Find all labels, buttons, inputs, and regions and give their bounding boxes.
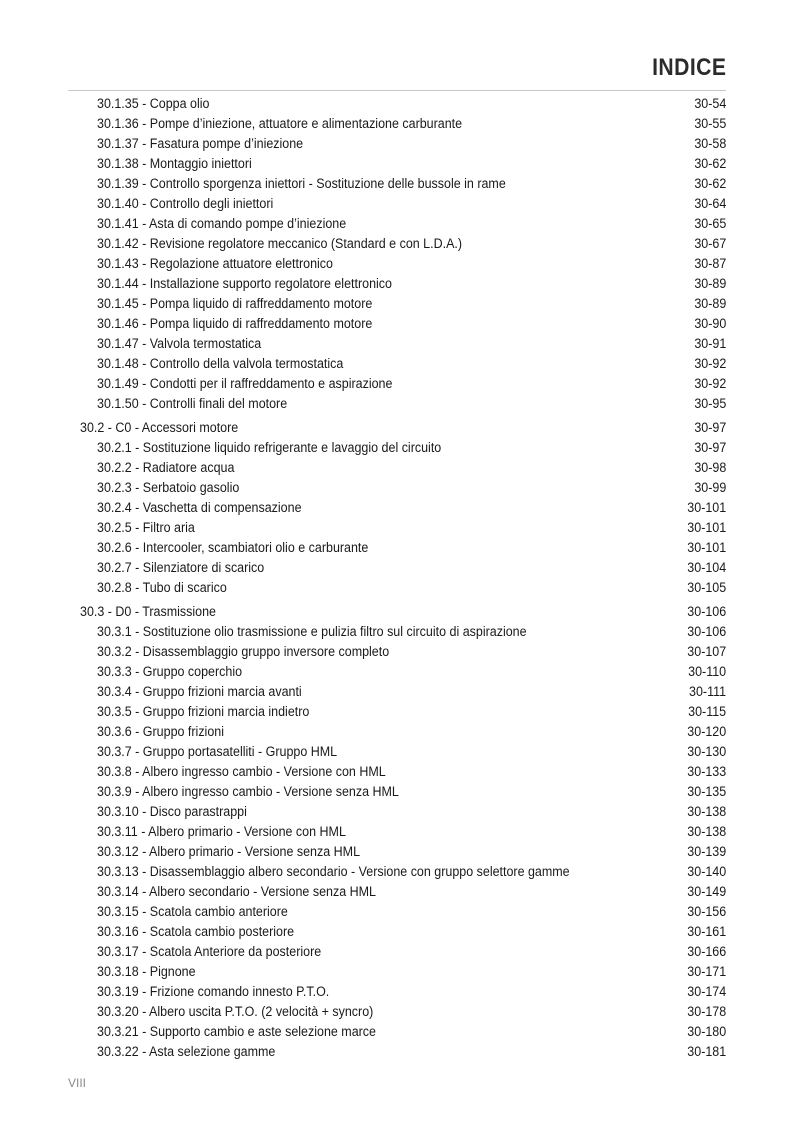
- toc-entry-title: 30.1.44 - Installazione supporto regolatore elettronico: [97, 276, 392, 292]
- toc-entry-title: 30.1.46 - Pompa liquido di raffreddamento motore: [97, 316, 373, 332]
- toc-entry-title: 30.2 - C0 - Accessori motore: [80, 420, 239, 436]
- toc-entry: [0, 214, 794, 234]
- toc-entry-title: 30.3.3 - Gruppo coperchio: [97, 664, 243, 680]
- toc-entry: [0, 1022, 794, 1042]
- toc-entry-title: 30.2.2 - Radiatore acqua: [97, 460, 235, 476]
- toc-entry: [0, 334, 794, 354]
- toc-entry: [0, 962, 794, 982]
- toc-entry-page: 30-92: [694, 376, 726, 392]
- toc-entry-title: 30.3.8 - Albero ingresso cambio - Versione con HML: [97, 764, 386, 780]
- toc-entry-page: 30-107: [687, 644, 726, 660]
- toc-entry-page: 30-55: [694, 116, 726, 132]
- toc-entry-page: 30-101: [687, 500, 726, 516]
- toc-entry-page: 30-92: [694, 356, 726, 372]
- toc-entry: [0, 982, 794, 1002]
- toc-entry: [0, 1002, 794, 1022]
- toc-entry-page: 30-106: [687, 624, 726, 640]
- toc-entry-page: 30-101: [687, 520, 726, 536]
- toc-entry: [0, 518, 794, 538]
- toc-entry-page: 30-140: [687, 864, 726, 880]
- toc-entry-page: 30-97: [694, 420, 726, 436]
- toc-entry: [0, 134, 794, 154]
- toc-entry-title: 30.1.39 - Controllo sporgenza iniettori - Sostituzione delle bussole in rame: [97, 176, 506, 192]
- toc-entry: [0, 882, 794, 902]
- toc-entry-page: 30-138: [687, 804, 726, 820]
- toc-entry: [0, 114, 794, 134]
- toc-entry-title: 30.3.10 - Disco parastrappi: [97, 804, 247, 820]
- toc-entry-title: 30.3.1 - Sostituzione olio trasmissione e pulizia filtro sul circuito di aspirazione: [97, 624, 527, 640]
- toc-entry: [0, 622, 794, 642]
- toc-entry: [0, 922, 794, 942]
- toc-entry: [0, 862, 794, 882]
- toc-entry-title: 30.1.40 - Controllo degli iniettori: [97, 196, 274, 212]
- toc-entry-page: 30-181: [687, 1044, 726, 1060]
- toc-entry: [0, 822, 794, 842]
- toc-entry: [0, 802, 794, 822]
- toc-entry: [0, 762, 794, 782]
- toc-entry-title: 30.2.5 - Filtro aria: [97, 520, 195, 536]
- toc-entry-page: 30-97: [694, 440, 726, 456]
- toc-entry-page: 30-89: [694, 296, 726, 312]
- toc-entry-page: 30-104: [687, 560, 726, 576]
- toc-entry-title: 30.3.18 - Pignone: [97, 964, 196, 980]
- toc-entry: [0, 702, 794, 722]
- toc-entry-title: 30.3.17 - Scatola Anteriore da posteriore: [97, 944, 322, 960]
- toc-entry: [0, 642, 794, 662]
- toc-entry-title: 30.1.47 - Valvola termostatica: [97, 336, 262, 352]
- toc-entry: [0, 234, 794, 254]
- toc-entry-page: 30-101: [687, 540, 726, 556]
- toc-entry-title: 30.3.13 - Disassemblaggio albero secondario - Versione con gruppo selettore gamme: [97, 864, 570, 880]
- toc-entry-title: 30.3 - D0 - Trasmissione: [80, 604, 217, 620]
- toc-entry: [0, 294, 794, 314]
- toc-entry-page: 30-58: [694, 136, 726, 152]
- toc-entry: [0, 154, 794, 174]
- toc-entry-page: 30-178: [687, 1004, 726, 1020]
- toc-entry: [0, 902, 794, 922]
- toc-entry: [0, 578, 794, 598]
- toc-entry-title: 30.2.6 - Intercooler, scambiatori olio e carburante: [97, 540, 369, 556]
- toc-entry-title: 30.1.41 - Asta di comando pompe d’iniezione: [97, 216, 347, 232]
- toc-entry-title: 30.1.45 - Pompa liquido di raffreddamento motore: [97, 296, 373, 312]
- page-number: VIII: [68, 1076, 87, 1090]
- toc-entry-title: 30.3.20 - Albero uscita P.T.O. (2 velocità + syncro): [97, 1004, 374, 1020]
- toc-entry: [0, 274, 794, 294]
- toc-entry-page: 30-135: [687, 784, 726, 800]
- toc-entry: [0, 478, 794, 498]
- toc-entry-title: 30.3.2 - Disassemblaggio gruppo inversore completo: [97, 644, 390, 660]
- toc-entry-title: 30.2.8 - Tubo di scarico: [97, 580, 227, 596]
- toc-entry-page: 30-54: [694, 96, 726, 112]
- toc-entry-page: 30-91: [694, 336, 726, 352]
- toc-entry-page: 30-111: [688, 684, 726, 700]
- header-divider: [68, 90, 726, 91]
- toc-entry-title: 30.1.38 - Montaggio iniettori: [97, 156, 252, 172]
- toc-entry-page: 30-98: [694, 460, 726, 476]
- toc-entry: [0, 174, 794, 194]
- toc-entry: [0, 942, 794, 962]
- toc-entry-page: 30-130: [687, 744, 726, 760]
- toc-entry: [0, 194, 794, 214]
- toc-entry-page: 30-95: [694, 396, 726, 412]
- toc-entry-title: 30.3.16 - Scatola cambio posteriore: [97, 924, 295, 940]
- toc-entry-page: 30-174: [687, 984, 726, 1000]
- toc-entry-title: 30.3.6 - Gruppo frizioni: [97, 724, 225, 740]
- toc-entry-title: 30.3.19 - Frizione comando innesto P.T.O.: [97, 984, 330, 1000]
- toc-entry: [0, 558, 794, 578]
- toc-entry-title: 30.3.9 - Albero ingresso cambio - Versione senza HML: [97, 784, 399, 800]
- toc-entry: [0, 354, 794, 374]
- toc-entry-title: 30.3.11 - Albero primario - Versione con HML: [97, 824, 346, 840]
- toc-entry: [0, 94, 794, 114]
- toc-entry-title: 30.1.50 - Controlli finali del motore: [97, 396, 288, 412]
- toc-entry-page: 30-67: [694, 236, 726, 252]
- toc-entry-page: 30-62: [694, 176, 726, 192]
- toc-entry-page: 30-90: [694, 316, 726, 332]
- toc-entry: [0, 682, 794, 702]
- toc-entry-title: 30.2.7 - Silenziatore di scarico: [97, 560, 265, 576]
- toc-entry-title: 30.1.48 - Controllo della valvola termostatica: [97, 356, 344, 372]
- toc-entry-title: 30.1.43 - Regolazione attuatore elettronico: [97, 256, 333, 272]
- toc-entry-page: 30-161: [687, 924, 726, 940]
- toc-entry-title: 30.3.12 - Albero primario - Versione senza HML: [97, 844, 361, 860]
- toc-entry-title: 30.2.3 - Serbatoio gasolio: [97, 480, 240, 496]
- toc-entry-title: 30.3.4 - Gruppo frizioni marcia avanti: [97, 684, 302, 700]
- toc-entry-page: 30-89: [694, 276, 726, 292]
- toc-entry-title: 30.3.7 - Gruppo portasatelliti - Gruppo HML: [97, 744, 338, 760]
- toc-entry-title: 30.3.22 - Asta selezione gamme: [97, 1044, 276, 1060]
- toc-entry-title: 30.2.4 - Vaschetta di compensazione: [97, 500, 302, 516]
- toc-section-entry: [0, 602, 794, 622]
- toc-entry: [0, 722, 794, 742]
- toc-entry-page: 30-138: [687, 824, 726, 840]
- toc-entry: [0, 538, 794, 558]
- toc-entry-page: 30-133: [687, 764, 726, 780]
- toc-entry-title: 30.1.35 - Coppa olio: [97, 96, 210, 112]
- toc-entry-page: 30-110: [688, 664, 726, 680]
- toc-entry-page: 30-62: [694, 156, 726, 172]
- toc-entry-page: 30-99: [694, 480, 726, 496]
- toc-entry: [0, 458, 794, 478]
- toc-entry-title: 30.1.42 - Revisione regolatore meccanico (Standard e con L.D.A.): [97, 236, 463, 252]
- toc-entry-page: 30-105: [687, 580, 726, 596]
- toc-entry-page: 30-166: [687, 944, 726, 960]
- toc-entry: [0, 438, 794, 458]
- toc-entry: [0, 842, 794, 862]
- toc-entry-page: 30-65: [694, 216, 726, 232]
- toc-entry-page: 30-87: [694, 256, 726, 272]
- toc-entry: [0, 1042, 794, 1062]
- toc-entry-title: 30.3.21 - Supporto cambio e aste selezione marce: [97, 1024, 377, 1040]
- page-title: INDICE: [651, 54, 726, 81]
- toc-entry: [0, 254, 794, 274]
- table-of-contents: [0, 94, 794, 1062]
- toc-entry-title: 30.2.1 - Sostituzione liquido refrigerante e lavaggio del circuito: [97, 440, 442, 456]
- toc-entry-title: 30.1.37 - Fasatura pompe d’iniezione: [97, 136, 304, 152]
- toc-entry-title: 30.1.36 - Pompe d’iniezione, attuatore e alimentazione carburante: [97, 116, 463, 132]
- toc-entry-page: 30-106: [687, 604, 726, 620]
- toc-entry-title: 30.3.15 - Scatola cambio anteriore: [97, 904, 288, 920]
- toc-entry-page: 30-139: [687, 844, 726, 860]
- toc-entry-page: 30-120: [687, 724, 726, 740]
- toc-entry: [0, 314, 794, 334]
- toc-entry: [0, 498, 794, 518]
- toc-entry: [0, 742, 794, 762]
- toc-entry-page: 30-115: [688, 704, 726, 720]
- toc-entry-page: 30-180: [687, 1024, 726, 1040]
- toc-entry: [0, 782, 794, 802]
- toc-entry-page: 30-149: [687, 884, 726, 900]
- toc-entry: [0, 374, 794, 394]
- toc-entry-title: 30.3.14 - Albero secondario - Versione senza HML: [97, 884, 377, 900]
- toc-entry-page: 30-156: [687, 904, 726, 920]
- toc-entry-page: 30-171: [687, 964, 726, 980]
- toc-entry-title: 30.3.5 - Gruppo frizioni marcia indietro: [97, 704, 310, 720]
- toc-section-entry: [0, 418, 794, 438]
- toc-entry-title: 30.1.49 - Condotti per il raffreddamento e aspirazione: [97, 376, 393, 392]
- toc-entry: [0, 662, 794, 682]
- toc-entry: [0, 394, 794, 414]
- toc-entry-page: 30-64: [694, 196, 726, 212]
